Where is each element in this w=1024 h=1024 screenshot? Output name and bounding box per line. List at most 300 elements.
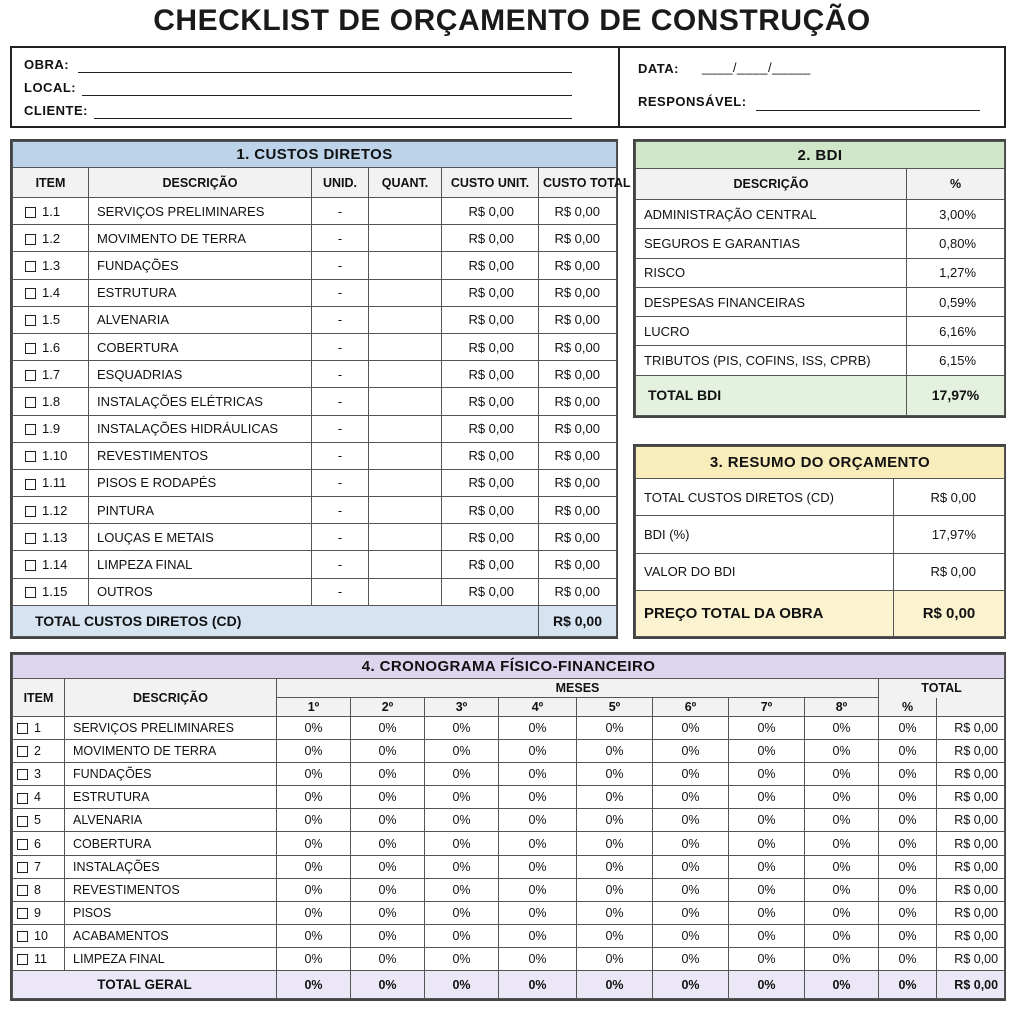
custos-diretos-section xyxy=(10,139,631,639)
month-cell[interactable]: 0% xyxy=(653,809,729,832)
custo-total-cell: R$ 0,00 xyxy=(539,578,617,605)
table-row xyxy=(13,333,617,360)
custo-unit-cell[interactable]: R$ 0,00 xyxy=(442,442,539,469)
item-number: 1.5 xyxy=(42,312,61,328)
month-cell[interactable]: 0% xyxy=(577,717,653,740)
quant-cell[interactable] xyxy=(369,551,442,578)
month-cell[interactable]: 0% xyxy=(729,901,805,924)
checkbox[interactable] xyxy=(17,839,28,850)
quant-cell[interactable] xyxy=(369,442,442,469)
quant-cell[interactable] xyxy=(369,252,442,279)
custo-unit-cell[interactable]: R$ 0,00 xyxy=(442,252,539,279)
local-field[interactable] xyxy=(82,95,572,96)
custo-unit-cell[interactable]: R$ 0,00 xyxy=(442,306,539,333)
table-row xyxy=(636,200,1005,229)
month-cell[interactable]: 0% xyxy=(729,740,805,763)
month-header: 1º xyxy=(277,698,351,717)
item-number: 8 xyxy=(34,882,41,897)
custo-unit-cell[interactable]: R$ 0,00 xyxy=(442,497,539,524)
month-cell[interactable]: 0% xyxy=(577,878,653,901)
month-cell[interactable]: 0% xyxy=(277,878,351,901)
month-cell[interactable]: 0% xyxy=(425,924,499,947)
checkbox[interactable] xyxy=(25,451,36,462)
unid-cell[interactable]: - xyxy=(312,361,369,388)
quant-cell[interactable] xyxy=(369,225,442,252)
custo-unit-cell[interactable]: R$ 0,00 xyxy=(442,469,539,496)
unid-cell[interactable]: - xyxy=(312,442,369,469)
item-cell xyxy=(13,524,89,551)
item-number: 1.1 xyxy=(42,203,61,219)
item-number: 1.8 xyxy=(42,393,61,409)
unid-cell[interactable]: - xyxy=(312,306,369,333)
quant-cell[interactable] xyxy=(369,361,442,388)
bdi-table xyxy=(635,141,1005,416)
item-number: 1.2 xyxy=(42,230,61,246)
total-valor-cell: R$ 0,00 xyxy=(937,947,1005,970)
total-value: 17,97% xyxy=(907,375,1005,415)
month-header: 4º xyxy=(499,698,577,717)
total-pct-cell: 0% xyxy=(879,971,937,999)
month-cell[interactable]: 0% xyxy=(577,763,653,786)
cliente-label: CLIENTE: xyxy=(24,103,88,118)
month-cell[interactable]: 0% xyxy=(805,855,879,878)
month-cell[interactable]: 0% xyxy=(805,763,879,786)
month-cell[interactable]: 0% xyxy=(729,763,805,786)
page-title: CHECKLIST DE ORÇAMENTO DE CONSTRUÇÃO xyxy=(153,4,871,37)
unid-cell[interactable]: - xyxy=(312,469,369,496)
column-header: DESCRIÇÃO xyxy=(65,679,277,717)
checkbox[interactable] xyxy=(17,816,28,827)
month-cell[interactable]: 0% xyxy=(729,947,805,970)
month-cell[interactable]: 0% xyxy=(425,947,499,970)
item-cell xyxy=(13,361,89,388)
month-cell[interactable]: 0% xyxy=(577,740,653,763)
month-cell[interactable]: 0% xyxy=(425,717,499,740)
custo-unit-cell[interactable]: R$ 0,00 xyxy=(442,198,539,225)
table-row xyxy=(13,198,617,225)
item-cell xyxy=(13,578,89,605)
month-cell[interactable]: 0% xyxy=(653,855,729,878)
month-cell[interactable]: 0% xyxy=(729,924,805,947)
descricao-cell: MOVIMENTO DE TERRA xyxy=(89,225,312,252)
total-month-cell: 0% xyxy=(425,971,499,999)
month-cell[interactable]: 0% xyxy=(805,832,879,855)
month-cell[interactable]: 0% xyxy=(499,832,577,855)
month-cell[interactable]: 0% xyxy=(351,947,425,970)
custo-unit-cell[interactable]: R$ 0,00 xyxy=(442,551,539,578)
total-label: TOTAL BDI xyxy=(636,375,907,415)
checkbox[interactable] xyxy=(17,931,28,942)
table-row xyxy=(636,229,1005,258)
item-number: 1.3 xyxy=(42,257,61,273)
month-cell[interactable]: 0% xyxy=(425,878,499,901)
total-label: PREÇO TOTAL DA OBRA xyxy=(636,590,894,636)
table-row xyxy=(13,855,1005,878)
month-cell[interactable]: 0% xyxy=(499,855,577,878)
resumo-label: BDI (%) xyxy=(636,516,894,553)
quant-cell[interactable] xyxy=(369,306,442,333)
cronograma-table xyxy=(12,654,1005,999)
item-cell xyxy=(13,924,65,947)
resumo-table xyxy=(635,446,1005,637)
month-cell[interactable]: 0% xyxy=(805,901,879,924)
descricao-cell: TRIBUTOS (PIS, COFINS, ISS, CPRB) xyxy=(636,346,907,375)
month-header: 2º xyxy=(351,698,425,717)
table-row xyxy=(636,553,1005,590)
month-cell[interactable]: 0% xyxy=(277,855,351,878)
table-row xyxy=(13,497,617,524)
month-cell[interactable]: 0% xyxy=(425,763,499,786)
quant-cell[interactable] xyxy=(369,198,442,225)
month-cell[interactable]: 0% xyxy=(577,786,653,809)
table-row xyxy=(13,388,617,415)
total-valor-cell: R$ 0,00 xyxy=(937,717,1005,740)
item-number: 4 xyxy=(34,790,41,805)
month-cell[interactable]: 0% xyxy=(729,878,805,901)
checkbox[interactable] xyxy=(17,723,28,734)
table-row xyxy=(13,415,617,442)
month-cell[interactable]: 0% xyxy=(425,740,499,763)
table-row xyxy=(13,786,1005,809)
resumo-label: TOTAL CUSTOS DIRETOS (CD) xyxy=(636,479,894,516)
month-cell[interactable]: 0% xyxy=(729,832,805,855)
custo-unit-cell[interactable]: R$ 0,00 xyxy=(442,524,539,551)
month-cell[interactable]: 0% xyxy=(277,924,351,947)
table-row xyxy=(13,717,1005,740)
resumo-section xyxy=(633,444,1006,639)
month-cell[interactable]: 0% xyxy=(729,786,805,809)
month-cell[interactable]: 0% xyxy=(653,740,729,763)
unid-cell[interactable]: - xyxy=(312,198,369,225)
month-cell[interactable]: 0% xyxy=(499,740,577,763)
obra-field[interactable] xyxy=(78,72,572,73)
unid-cell[interactable]: - xyxy=(312,524,369,551)
item-cell xyxy=(13,415,89,442)
pct-cell[interactable]: 0,80% xyxy=(907,229,1005,258)
month-cell[interactable]: 0% xyxy=(653,878,729,901)
resumo-value: 17,97% xyxy=(894,516,1005,553)
month-cell[interactable]: 0% xyxy=(351,717,425,740)
item-cell xyxy=(13,252,89,279)
month-cell[interactable]: 0% xyxy=(351,786,425,809)
month-cell[interactable]: 0% xyxy=(277,947,351,970)
item-number: 1.9 xyxy=(42,421,61,437)
quant-cell[interactable] xyxy=(369,279,442,306)
checkbox[interactable] xyxy=(17,793,28,804)
total-pct-cell: 0% xyxy=(879,855,937,878)
month-cell[interactable]: 0% xyxy=(499,763,577,786)
column-header: ITEM xyxy=(13,679,65,717)
descricao-cell: LOUÇAS E METAIS xyxy=(89,524,312,551)
checkbox[interactable] xyxy=(25,506,36,517)
quant-cell[interactable] xyxy=(369,578,442,605)
item-cell xyxy=(13,878,65,901)
descricao-cell: ESTRUTURA xyxy=(89,279,312,306)
quant-cell[interactable] xyxy=(369,524,442,551)
month-cell[interactable]: 0% xyxy=(425,832,499,855)
item-number: 1 xyxy=(34,721,41,736)
month-cell[interactable]: 0% xyxy=(499,924,577,947)
month-cell[interactable]: 0% xyxy=(499,947,577,970)
descricao-cell: ESQUADRIAS xyxy=(89,361,312,388)
custo-unit-cell[interactable]: R$ 0,00 xyxy=(442,388,539,415)
custo-unit-cell[interactable]: R$ 0,00 xyxy=(442,361,539,388)
custo-total-cell: R$ 0,00 xyxy=(539,469,617,496)
total-valor-cell: R$ 0,00 xyxy=(937,832,1005,855)
unid-cell[interactable]: - xyxy=(312,225,369,252)
month-cell[interactable]: 0% xyxy=(277,832,351,855)
month-cell[interactable]: 0% xyxy=(653,763,729,786)
month-cell[interactable]: 0% xyxy=(805,809,879,832)
descricao-cell: ACABAMENTOS xyxy=(65,924,277,947)
checkbox[interactable] xyxy=(17,769,28,780)
unid-cell[interactable]: - xyxy=(312,333,369,360)
total-month-cell: 0% xyxy=(805,971,879,999)
item-number: 3 xyxy=(34,767,41,782)
checkbox[interactable] xyxy=(25,397,36,408)
month-cell[interactable]: 0% xyxy=(805,786,879,809)
checkbox[interactable] xyxy=(25,533,36,544)
pct-cell[interactable]: 6,15% xyxy=(907,346,1005,375)
descricao-cell: DESPESAS FINANCEIRAS xyxy=(636,287,907,316)
item-cell xyxy=(13,740,65,763)
custo-total-cell: R$ 0,00 xyxy=(539,225,617,252)
table-row xyxy=(13,901,1005,924)
month-cell[interactable]: 0% xyxy=(351,832,425,855)
month-cell[interactable]: 0% xyxy=(805,878,879,901)
checkbox[interactable] xyxy=(25,560,36,571)
quant-cell[interactable] xyxy=(369,415,442,442)
month-cell[interactable]: 0% xyxy=(577,947,653,970)
total-pct-cell: 0% xyxy=(879,763,937,786)
month-cell[interactable]: 0% xyxy=(729,717,805,740)
meses-header: MESES xyxy=(277,679,879,698)
column-header: DESCRIÇÃO xyxy=(636,169,907,200)
pct-cell[interactable]: 0,59% xyxy=(907,287,1005,316)
custo-total-cell: R$ 0,00 xyxy=(539,252,617,279)
checkbox[interactable] xyxy=(17,746,28,757)
checkbox[interactable] xyxy=(25,424,36,435)
month-cell[interactable]: 0% xyxy=(577,901,653,924)
month-cell[interactable]: 0% xyxy=(805,717,879,740)
month-cell[interactable]: 0% xyxy=(351,740,425,763)
total-month-cell: 0% xyxy=(577,971,653,999)
table-row xyxy=(13,442,617,469)
total-header: TOTAL xyxy=(879,679,1005,698)
month-cell[interactable]: 0% xyxy=(277,717,351,740)
table-row xyxy=(13,279,617,306)
unid-cell[interactable]: - xyxy=(312,415,369,442)
unid-cell[interactable]: - xyxy=(312,279,369,306)
month-cell[interactable]: 0% xyxy=(351,763,425,786)
responsavel-field[interactable] xyxy=(756,110,980,111)
local-label: LOCAL: xyxy=(24,80,77,95)
descricao-cell: SERVIÇOS PRELIMINARES xyxy=(89,198,312,225)
total-valor-cell: R$ 0,00 xyxy=(937,740,1005,763)
descricao-cell: LUCRO xyxy=(636,317,907,346)
checkbox[interactable] xyxy=(25,479,36,490)
total-pct-cell: 0% xyxy=(879,878,937,901)
month-cell[interactable]: 0% xyxy=(499,878,577,901)
checkbox[interactable] xyxy=(25,234,36,245)
unid-cell[interactable]: - xyxy=(312,578,369,605)
checkbox[interactable] xyxy=(25,315,36,326)
month-cell[interactable]: 0% xyxy=(499,809,577,832)
item-number: 1.10 xyxy=(42,448,68,464)
total-label: TOTAL CUSTOS DIRETOS (CD) xyxy=(13,605,539,636)
data-label: DATA: xyxy=(638,61,680,76)
unid-cell[interactable]: - xyxy=(312,388,369,415)
month-cell[interactable]: 0% xyxy=(577,809,653,832)
custo-unit-cell[interactable]: R$ 0,00 xyxy=(442,578,539,605)
checkbox[interactable] xyxy=(25,343,36,354)
project-info-right xyxy=(620,48,1004,126)
descricao-cell: RISCO xyxy=(636,258,907,287)
month-header: 8º xyxy=(805,698,879,717)
table-row xyxy=(13,252,617,279)
unid-cell[interactable]: - xyxy=(312,252,369,279)
column-header: DESCRIÇÃO xyxy=(89,168,312,198)
month-cell[interactable]: 0% xyxy=(653,947,729,970)
table-row xyxy=(636,287,1005,316)
pct-cell[interactable]: 3,00% xyxy=(907,200,1005,229)
responsavel-label: RESPONSÁVEL: xyxy=(638,94,747,109)
month-cell[interactable]: 0% xyxy=(277,809,351,832)
descricao-cell: INSTALAÇÕES HIDRÁULICAS xyxy=(89,415,312,442)
checkbox[interactable] xyxy=(25,261,36,272)
table-row xyxy=(13,763,1005,786)
total-month-cell: 0% xyxy=(351,971,425,999)
custo-total-cell: R$ 0,00 xyxy=(539,415,617,442)
cliente-field[interactable] xyxy=(94,118,572,119)
quant-cell[interactable] xyxy=(369,388,442,415)
month-cell[interactable]: 0% xyxy=(277,786,351,809)
checkbox[interactable] xyxy=(17,885,28,896)
month-cell[interactable]: 0% xyxy=(351,924,425,947)
custo-unit-cell[interactable]: R$ 0,00 xyxy=(442,225,539,252)
table-row xyxy=(13,809,1005,832)
month-cell[interactable]: 0% xyxy=(653,832,729,855)
table-row xyxy=(13,924,1005,947)
custo-total-cell: R$ 0,00 xyxy=(539,442,617,469)
month-cell[interactable]: 0% xyxy=(277,763,351,786)
table-row xyxy=(13,947,1005,970)
custo-total-cell: R$ 0,00 xyxy=(539,497,617,524)
item-number: 9 xyxy=(34,905,41,920)
total-valor-cell: R$ 0,00 xyxy=(937,971,1005,999)
month-cell[interactable]: 0% xyxy=(351,878,425,901)
descricao-cell: COBERTURA xyxy=(65,832,277,855)
quant-cell[interactable] xyxy=(369,333,442,360)
item-number: 5 xyxy=(34,813,41,828)
table-row xyxy=(636,479,1005,516)
month-cell[interactable]: 0% xyxy=(653,901,729,924)
month-cell[interactable]: 0% xyxy=(577,924,653,947)
month-cell[interactable]: 0% xyxy=(277,740,351,763)
item-cell xyxy=(13,763,65,786)
month-header: 5º xyxy=(577,698,653,717)
descricao-cell: SEGUROS E GARANTIAS xyxy=(636,229,907,258)
total-pct-cell: 0% xyxy=(879,947,937,970)
quant-cell[interactable] xyxy=(369,469,442,496)
descricao-cell: PISOS xyxy=(65,901,277,924)
descricao-cell: COBERTURA xyxy=(89,333,312,360)
checkbox[interactable] xyxy=(17,954,28,965)
month-cell[interactable]: 0% xyxy=(351,855,425,878)
custo-unit-cell[interactable]: R$ 0,00 xyxy=(442,415,539,442)
pct-cell[interactable]: 1,27% xyxy=(907,258,1005,287)
quant-cell[interactable] xyxy=(369,497,442,524)
month-cell[interactable]: 0% xyxy=(729,855,805,878)
item-cell xyxy=(13,306,89,333)
descricao-cell: ALVENARIA xyxy=(89,306,312,333)
month-cell[interactable]: 0% xyxy=(351,901,425,924)
table-row xyxy=(13,740,1005,763)
item-number: 1.14 xyxy=(42,557,68,573)
checkbox[interactable] xyxy=(25,288,36,299)
month-cell[interactable]: 0% xyxy=(805,924,879,947)
total-month-cell: 0% xyxy=(277,971,351,999)
month-cell[interactable]: 0% xyxy=(805,947,879,970)
month-cell[interactable]: 0% xyxy=(805,740,879,763)
descricao-cell: REVESTIMENTOS xyxy=(65,878,277,901)
month-cell[interactable]: 0% xyxy=(277,901,351,924)
item-cell xyxy=(13,809,65,832)
pct-cell[interactable]: 6,16% xyxy=(907,317,1005,346)
total-month-cell: 0% xyxy=(653,971,729,999)
custo-unit-cell[interactable]: R$ 0,00 xyxy=(442,279,539,306)
total-month-cell: 0% xyxy=(729,971,805,999)
month-cell[interactable]: 0% xyxy=(653,924,729,947)
month-cell[interactable]: 0% xyxy=(577,832,653,855)
month-cell[interactable]: 0% xyxy=(499,901,577,924)
item-cell xyxy=(13,832,65,855)
month-cell[interactable]: 0% xyxy=(425,786,499,809)
month-cell[interactable]: 0% xyxy=(425,809,499,832)
custo-unit-cell[interactable]: R$ 0,00 xyxy=(442,333,539,360)
month-cell[interactable]: 0% xyxy=(729,809,805,832)
total-valor-cell: R$ 0,00 xyxy=(937,878,1005,901)
project-info-left xyxy=(12,48,620,126)
pct-header: % xyxy=(879,698,937,717)
total-pct-cell: 0% xyxy=(879,832,937,855)
month-cell[interactable]: 0% xyxy=(653,786,729,809)
descricao-cell: ESTRUTURA xyxy=(65,786,277,809)
data-field[interactable]: ____/____/_____ xyxy=(702,60,811,75)
month-cell[interactable]: 0% xyxy=(425,901,499,924)
checkbox[interactable] xyxy=(25,370,36,381)
checkbox[interactable] xyxy=(17,862,28,873)
descricao-cell: INSTALAÇÕES ELÉTRICAS xyxy=(89,388,312,415)
month-cell[interactable]: 0% xyxy=(351,809,425,832)
checkbox[interactable] xyxy=(17,908,28,919)
month-cell[interactable]: 0% xyxy=(499,786,577,809)
unid-cell[interactable]: - xyxy=(312,551,369,578)
checkbox[interactable] xyxy=(25,207,36,218)
item-cell xyxy=(13,497,89,524)
unid-cell[interactable]: - xyxy=(312,497,369,524)
month-cell[interactable]: 0% xyxy=(499,717,577,740)
section-title: 1. CUSTOS DIRETOS xyxy=(13,142,617,168)
month-cell[interactable]: 0% xyxy=(653,717,729,740)
month-cell[interactable]: 0% xyxy=(425,855,499,878)
item-number: 1.11 xyxy=(42,475,67,491)
table-row xyxy=(13,524,617,551)
month-cell[interactable]: 0% xyxy=(577,855,653,878)
section-title: 4. CRONOGRAMA FÍSICO-FINANCEIRO xyxy=(13,655,1005,679)
item-cell xyxy=(13,551,89,578)
checkbox[interactable] xyxy=(25,587,36,598)
